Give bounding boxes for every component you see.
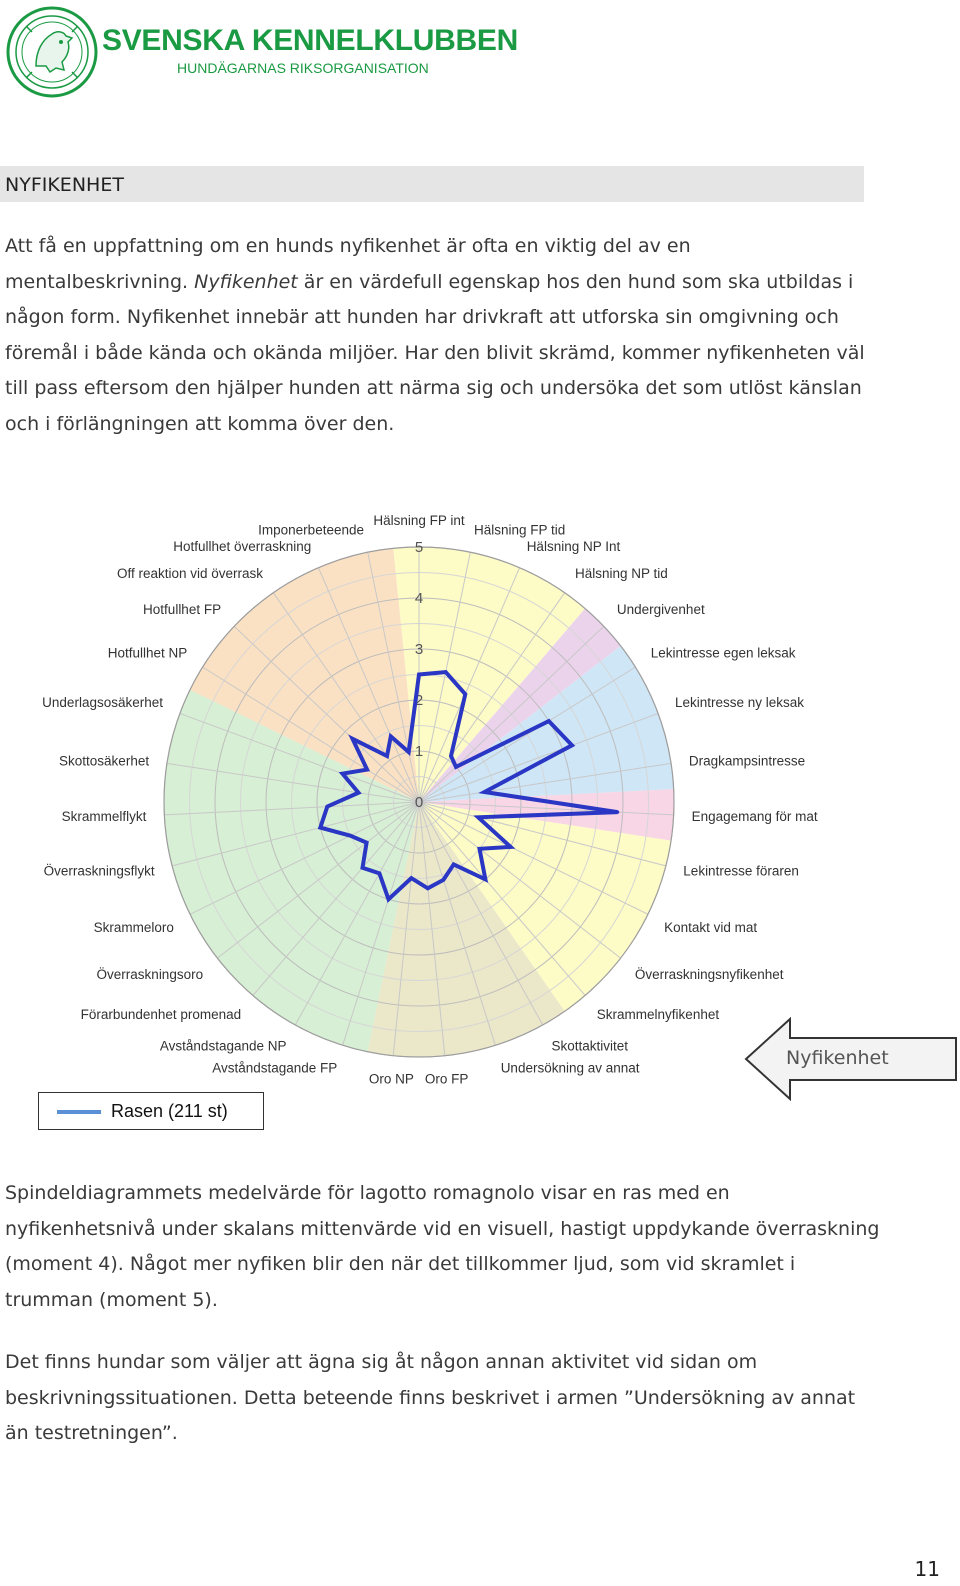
body-line: (moment 4). Något mer nyfiken blir den när det tillkommer ljud, som vid skramlet i [5,1253,796,1275]
data-point [378,872,381,875]
data-point [509,845,512,848]
tick-label: 5 [414,539,424,556]
body-line: Det finns hundar som väljer att ägna sig åt någon annan aktivitet vid sidan om [5,1351,758,1373]
data-point [351,737,354,740]
intro-line: Att få en uppfattning om en hunds nyfikenhet är ofta en viktig del av en [5,235,691,257]
category-label: Överraskningsoro [96,967,204,983]
category-label: Lekintresse egen leksak [650,645,796,661]
body-line: beskrivningssituationen. Detta beteende finns beskrivet i armen ”Undersökning av annat [5,1386,856,1409]
data-point [484,878,487,881]
intro-line: och i förlängningen att komma över den. [5,412,395,435]
data-point [341,772,344,775]
org-name: SVENSKA KENNELKLUBBEN [102,24,518,57]
category-label: Hotfullhet överraskning [173,539,312,555]
intro-emphasis: Nyfikenhet [194,270,298,293]
data-point [365,841,368,844]
skk-logo [6,6,98,98]
tick-label: 1 [414,743,424,760]
category-label: Undergivenhet [616,601,705,617]
category-label: Lekintresse ny leksak [675,695,805,711]
body-line: än testretningen”. [5,1422,178,1444]
category-label: Engagemang för mat [691,808,818,824]
intro-text: mentalbeskrivning. [5,270,195,293]
legend-swatch [57,1110,101,1114]
tick-label: 3 [414,641,424,658]
data-point [365,768,368,771]
intro-paragraph [5,229,865,442]
data-point [483,790,486,793]
data-point [357,791,360,794]
category-label: Hälsning FP int [373,515,465,528]
data-point [478,847,481,850]
tick-label: 2 [414,692,424,709]
category-label: Hälsning FP tid [474,522,566,538]
org-subtitle: HUNDÄGARNAS RIKSORGANISATION [177,60,429,76]
category-label: Undersökning av annat [500,1060,640,1076]
data-point [444,671,447,674]
category-label: Hälsning NP tid [575,565,668,581]
category-label: Off reaktion vid överrask [116,565,263,581]
category-label: Förarbundenhet promenad [80,1007,242,1023]
data-point [407,750,410,753]
category-label: Imponerbeteende [258,522,364,538]
body-line: Spindeldiagrammets medelvärde för lagotto romagnolo visar en ras med en [5,1182,730,1204]
callout-label: Nyfikenhet [786,1047,889,1069]
data-point [387,898,390,901]
category-label: Hotfullhet FP [143,601,222,617]
chart-legend [38,1092,264,1130]
data-point [389,735,392,738]
body-paragraph-2 [5,1345,865,1452]
category-label: Kontakt vid mat [664,920,758,936]
data-point [454,765,457,768]
category-label: Lekintresse föraren [683,863,799,879]
legend-label: Rasen (211 st) [111,1101,228,1121]
intro-line: någon form. Nyfikenhet innebär att hunden har drivkraft att utforska sin omgivning och [5,306,839,328]
data-point [319,826,322,829]
data-point [616,810,619,813]
category-label: Avståndstagande FP [212,1060,338,1076]
page-number: 11 [914,1557,940,1581]
category-label: Skrammelnyfikenhet [596,1007,720,1023]
category-label: Skrammelflykt [61,808,147,824]
data-point [417,673,420,676]
category-label: Underlagsosäkerhet [42,695,163,711]
category-label: Oro NP [368,1071,414,1087]
section-heading-bar [0,166,864,202]
intro-line [5,265,865,301]
tick-label: 4 [414,590,424,607]
data-point [361,866,364,869]
data-point [349,834,352,837]
category-label: Oro FP [424,1071,469,1087]
category-label: Avståndstagande NP [159,1038,287,1054]
category-label: Överraskningsnyfikenhet [634,967,784,983]
body-line: trumman (moment 5). [5,1288,218,1311]
intro-line: föremål i både kända och okända miljöer. Har den blivit skrämd, kommer nyfikenheten väl [5,341,865,364]
data-point [452,863,455,866]
category-label: Skottosäkerhet [59,753,150,769]
section-title: NYFIKENHET [5,174,124,196]
category-label: Hälsning NP Int [526,539,621,555]
intro-line: till pass eftersom den hjälper hunden att närma sig och undersöka det som utlöst känslan [5,377,862,399]
body-line: nyfikenhetsnivå under skalans mittenvärde vid en visuell, hastigt uppdykande överraskning [5,1217,880,1240]
category-label: Dragkampsintresse [688,753,806,769]
intro-text: är en värdefull egenskap hos den hund som ska utbildas i [297,270,854,293]
data-point [326,805,329,808]
data-point [464,693,467,696]
data-point [426,887,429,890]
data-point [442,878,445,881]
body-paragraph-1 [5,1176,880,1318]
category-label: Skottaktivitet [551,1038,629,1054]
data-point [547,719,550,722]
data-point [410,877,413,880]
category-label: Överraskningsflykt [43,863,155,879]
category-label: Hotfullhet NP [107,645,188,661]
data-point [477,816,480,819]
category-label: Skrammeloro [93,920,174,936]
data-point [570,744,573,747]
data-point [449,754,452,757]
tick-label: 0 [414,794,424,811]
data-point [385,754,388,757]
